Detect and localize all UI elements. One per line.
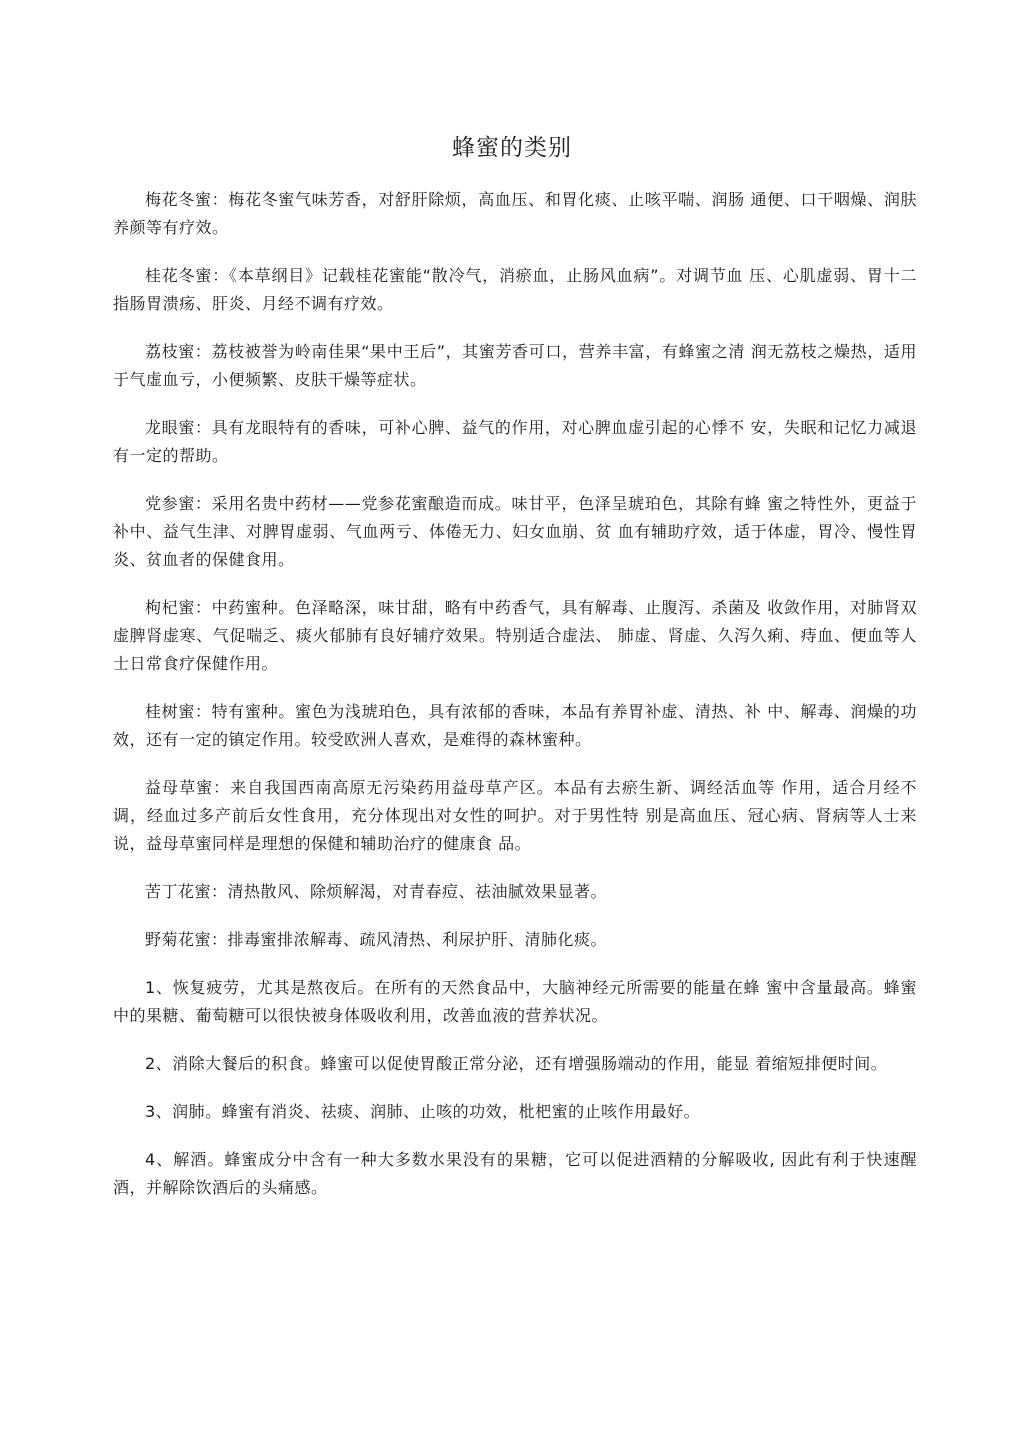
paragraph-benefit-3: 3、润肺。蜂蜜有消炎、祛痰、润肺、止咳的功效，枇杷蜜的止咳作用最好。 — [145, 1102, 701, 1121]
paragraph-guihua-dongmi: 桂花冬蜜：《本草纲目》记载桂花蜜能“散冷气，消瘀血，止肠风血病”。对调节血 压、心肌虚弱、胃十二指肠胃溃疡、肝炎、月经不调有疗效。 — [113, 266, 917, 313]
paragraph-guishu-mi: 桂树蜜：特有蜜种。蜜色为浅琥珀色，具有浓郁的香味，本品有养胃补虚、清热、补 中、解毒、润燥的功效，还有一定的镇定作用。较受欧洲人喜欢，是难得的森林蜜种。 — [113, 702, 917, 749]
paragraph-longyan-mi: 龙眼蜜：具有龙眼特有的香味，可补心脾、益气的作用，对心脾血虚引起的心悸不 安，失眠和记忆力减退有一定的帮助。 — [113, 418, 917, 465]
paragraph-dangshen-mi: 党参蜜：采用名贵中药材——党参花蜜酿造而成。味甘平，色泽呈琥珀色，其除有蜂 蜜之特性外，更益于补中、益气生津、对脾胃虚弱、气血两亏、体倦无力、妇女血崩、贫 血有辅助疗效，适于体虚，胃冷、慢性胃炎、贫血者的保健食用。 — [113, 494, 917, 569]
document-body — [113, 186, 917, 1222]
paragraph-lizhi-mi: 荔枝蜜：荔枝被誉为岭南佳果“果中王后”，其蜜芳香可口，营养丰富，有蜂蜜之清 润无荔枝之燥热，适用于气虚血亏，小便频繁、皮肤干燥等症状。 — [113, 342, 917, 389]
paragraph-gouqi-mi: 枸杞蜜：中药蜜种。色泽略深，味甘甜，略有中药香气，具有解毒、止腹泻、杀菌及 收敛作用，对肺肾双虚脾肾虚寒、气促喘乏、痰火郁肺有良好辅疗效果。特别适合虚法、 肺虚、肾虚、久泻久痢、痔血、便血等人士日常食疗保健作用。 — [113, 598, 917, 673]
paragraph-benefit-1: 1、恢复疲劳，尤其是熬夜后。在所有的天然食品中，大脑神经元所需要的能量在蜂 蜜中含量最高。蜂蜜中的果糖、葡萄糖可以很快被身体吸收利用，改善血液的营养状况。 — [113, 978, 917, 1025]
paragraph-meihua-dongmi: 梅花冬蜜：梅花冬蜜气味芳香，对舒肝除烦，高血压、和胃化痰、止咳平喘、润肠 通便、口干咽燥、润肤养颜等有疗效。 — [113, 190, 917, 237]
paragraph-benefit-4: 4、解酒。蜂蜜成分中含有一种大多数水果没有的果糖，它可以促进酒精的分解吸收, 因此有利于快速醒酒，并解除饮酒后的头痛感。 — [113, 1150, 917, 1197]
document-title: 蜂蜜的类别 — [452, 135, 572, 161]
paragraph-yimucao-mi: 益母草蜜：来自我国西南高原无污染药用益母草产区。本品有去瘀生新、调经活血等 作用，适合月经不调，经血过多产前后女性食用，充分体现出对女性的呵护。对于男性特 别是高血压、冠心病、肾病等人士来说，益母草蜜同样是理想的保健和辅助治疗的健康食 品。 — [113, 778, 917, 853]
paragraph-benefit-2: 2、消除大餐后的积食。蜂蜜可以促使胃酸正常分泌，还有增强肠端动的作用，能显 着缩短排便时间。 — [145, 1054, 888, 1073]
paragraph-kuding-huami: 苦丁花蜜：清热散风、除烦解渴，对青春痘、祛油腻效果显著。 — [145, 882, 608, 901]
paragraph-yejuhua-mi: 野菊花蜜：排毒蜜排浓解毒、疏风清热、利尿护肝、清肺化痰。 — [145, 930, 608, 949]
